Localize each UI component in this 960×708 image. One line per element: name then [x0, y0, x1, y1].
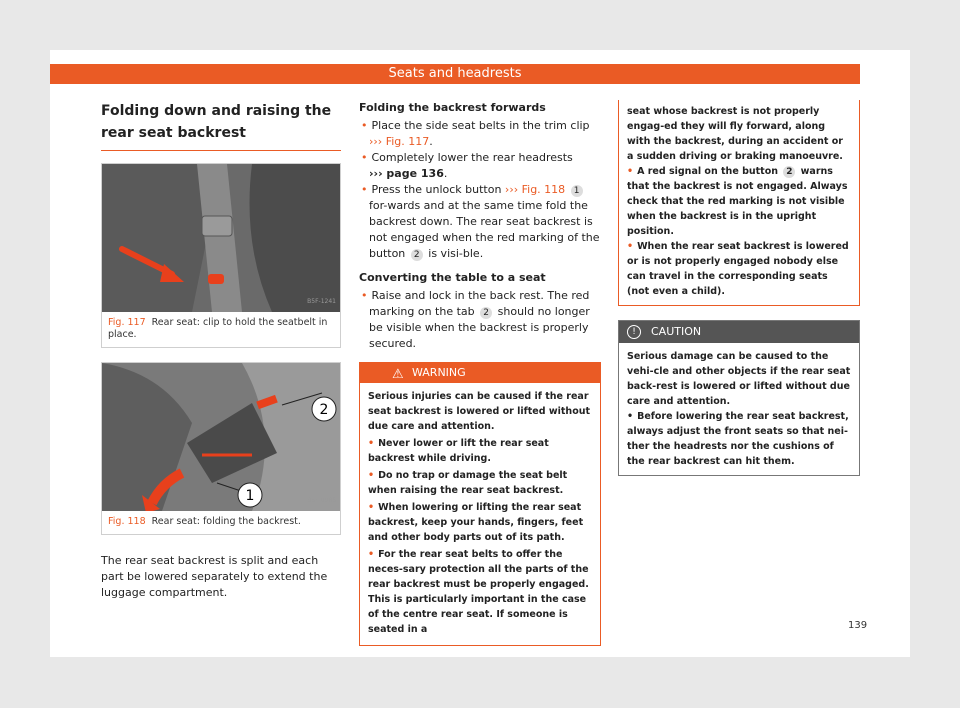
- page-136-link[interactable]: ››› page 136: [369, 167, 444, 180]
- fig-118-link[interactable]: ››› Fig. 118: [504, 183, 566, 196]
- page-number: 139: [848, 620, 868, 631]
- bullet-item: • Completely lower the rear headrests ››› page 136.: [361, 151, 573, 180]
- column-1: [101, 100, 341, 601]
- bullet-icon: •: [361, 183, 368, 196]
- warning-cont-text: seat whose backrest is not properly engag-ed they will fly forward, along with the backrest, during an accident or a sudden driving or braking manoeuvre.: [627, 106, 843, 162]
- backrest-folding-illustration: [102, 363, 340, 511]
- bullet-icon: •: [361, 151, 368, 164]
- button-2-marker: 2: [783, 166, 795, 178]
- callout-1: 1: [245, 488, 255, 504]
- figure-117: [101, 163, 341, 348]
- fig-117-link[interactable]: ››› Fig. 117: [369, 135, 430, 148]
- figure-code: B5F-0986: [307, 497, 336, 504]
- warning-intro: Serious injuries can be caused if the rear seat backrest is lowered or lifted without due care and attention.: [368, 391, 591, 432]
- caution-item: • Before lowering the rear seat backrest, always adjust the front seats so that nei-ther the headrests nor the cushions of the rear backrest can hit them.: [627, 411, 849, 467]
- subheading-forward: Folding the backrest forwards: [359, 101, 546, 114]
- figure-118: [101, 362, 341, 535]
- callout-2: 2: [319, 402, 329, 418]
- caution-header: ! CAUTION: [619, 321, 859, 343]
- button-1-marker: 1: [571, 185, 583, 197]
- figure-code: B5F-1241: [307, 298, 336, 305]
- warning-item: • A red signal on the button 2 warns that the backrest is not engaged. Always check that the red marking is not visible when the backrest is in the upright position.: [627, 166, 848, 237]
- warning-box: [359, 362, 601, 646]
- figure-number: Fig. 118: [108, 516, 146, 527]
- caution-box: [618, 320, 860, 476]
- seatbelt-clip-illustration: [102, 164, 340, 312]
- warning-item: • Do no trap or damage the seat belt when raising the rear seat backrest.: [368, 470, 568, 496]
- section-title: Folding down and raising the rear seat backrest: [101, 100, 341, 151]
- warning-item: • For the rear seat belts to offer the neces-sary protection all the parts of the rear backrest must be properly engaged. This is particularly important in the case of the centre rear seat. If someone is seated in a: [368, 549, 589, 635]
- tab-2-marker: 2: [480, 307, 492, 319]
- warning-item: • When the rear seat backrest is lowered or is not properly engaged nobody else can travel in the corresponding seats (not even a child).: [627, 241, 849, 297]
- bullet-icon: •: [361, 289, 368, 302]
- figure-118-image: [102, 363, 340, 511]
- bullet-item: • Raise and lock in the back rest. The red marking on the tab 2 should no longer be visible when the backrest is properly secured.: [361, 289, 590, 350]
- figure-caption: [102, 511, 340, 534]
- caution-body: [619, 343, 859, 475]
- column-3: [618, 100, 860, 476]
- subheading-table: Converting the table to a seat: [359, 271, 546, 284]
- figure-117-image: [102, 164, 340, 312]
- warning-header: ⚠ WARNING: [360, 363, 600, 383]
- caution-intro: Serious damage can be caused to the vehi-cle and other objects if the rear seat back-rest is lowered or lifted without due care and attention.: [627, 351, 851, 407]
- bullet-item: • Press the unlock button ››› Fig. 118 1 for-wards and at the same time fold the backrest down. The rear seat backrest is not engaged when the red marking of the button 2 is visi-ble.: [361, 183, 600, 260]
- figure-caption: [102, 312, 340, 347]
- caution-icon: !: [627, 325, 641, 339]
- figure-caption-text: Rear seat: clip to hold the seatbelt in place.: [108, 317, 328, 340]
- warning-item: • When lowering or lifting the rear seat backrest, keep your hands, fingers, feet and other body parts out of its path.: [368, 502, 584, 543]
- bullet-item: • Place the side seat belts in the trim clip ››› Fig. 117.: [361, 119, 590, 148]
- warning-item: • Never lower or lift the rear seat backrest while driving.: [368, 438, 549, 464]
- figure-caption-text: Rear seat: folding the backrest.: [151, 516, 301, 527]
- section-header: Seats and headrests: [50, 64, 860, 84]
- warning-icon: ⚠: [392, 367, 404, 382]
- bullet-icon: •: [361, 119, 368, 132]
- warning-continuation: [618, 100, 860, 306]
- warning-body: [360, 383, 600, 645]
- body-paragraph: The rear seat backrest is split and each part be lowered separately to extend the luggage compartment.: [101, 554, 328, 599]
- column-2: [359, 100, 601, 646]
- button-2-marker: 2: [411, 249, 423, 261]
- figure-number: Fig. 117: [108, 317, 146, 328]
